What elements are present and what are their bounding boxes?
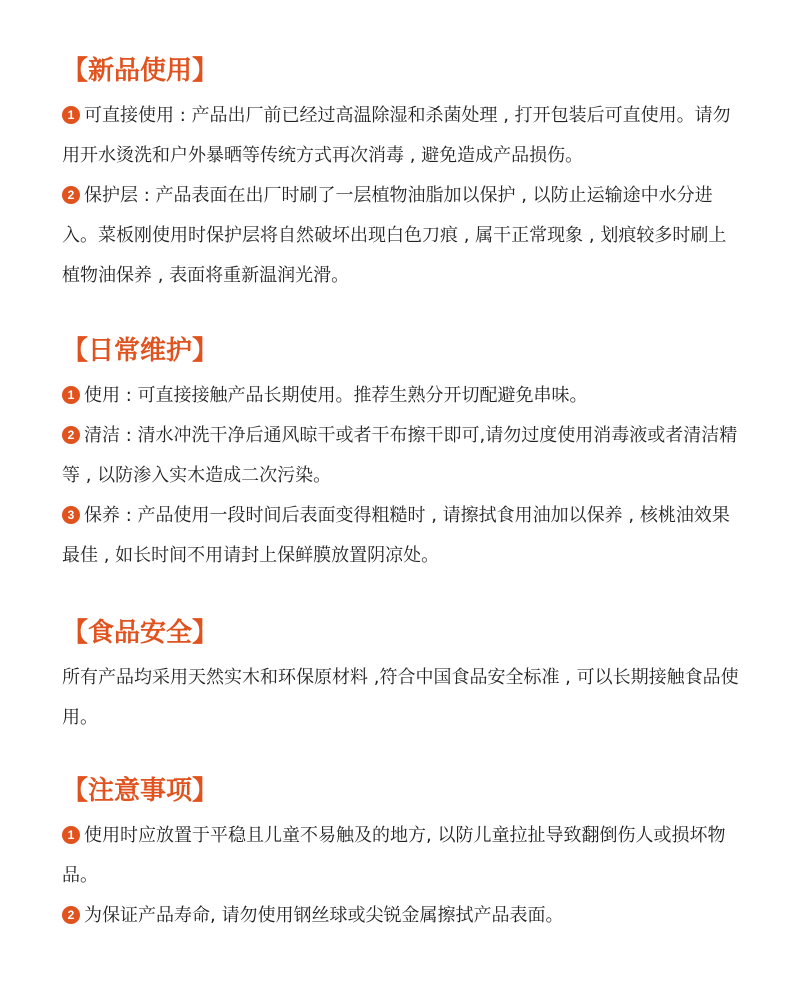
list-item [62,496,742,576]
list-item [62,96,742,176]
section-precautions [62,774,742,936]
section-new-product-use [62,54,742,296]
list-item [62,416,742,496]
list-item [62,896,742,936]
section-daily-maintenance [62,334,742,576]
section-heading: 【注意事项】 [62,776,219,806]
number-badge: 1 [62,106,80,124]
item-text: 保护层 : 产品表面在出厂时刷了一层植物油脂加以保护 , 以防止运输途中水分进入。菜板刚使用时保护层将自然破坏出现白色刀痕 , 属干正常现象 , 划痕较多时刷上植物油保养 , 表面将重新温润光滑。 [62,185,727,286]
list-item [62,816,742,896]
section-heading: 【日常维护】 [62,336,219,366]
item-text: 保养 : 产品使用一段时间后表面变得粗糙时 , 请擦拭食用油加以保养 , 核桃油效果最佳 , 如长时间不用请封上保鲜膜放置阴凉处。 [62,505,730,566]
number-badge: 2 [62,906,80,924]
item-text: 为保证产品寿命, 请勿使用钢丝球或尖锐金属擦拭产品表面。 [84,905,564,926]
item-text: 可直接使用 : 产品出厂前已经过高温除湿和杀菌处理 , 打开包装后可直使用。请勿用开水烫洗和户外暴晒等传统方式再次消毒 , 避免造成产品损伤。 [62,105,731,166]
list-item [62,376,742,416]
section-body: 所有产品均采用天然实木和环保原材料 ,符合中国食品安全标准 , 可以长期接触食品使用。 [62,667,739,728]
number-badge: 1 [62,826,80,844]
item-text: 使用时应放置于平稳且儿童不易触及的地方, 以防儿童拉扯导致翻倒伤人或损坏物品。 [62,825,726,886]
number-badge: 1 [62,386,80,404]
item-text: 清洁 : 清水冲洗干净后通风晾干或者干布擦干即可,请勿过度使用消毒液或者清洁精等 , 以防渗入实木造成二次污染。 [62,425,738,486]
section-heading: 【新品使用】 [62,56,219,86]
number-badge: 2 [62,186,80,204]
number-badge: 2 [62,426,80,444]
section-food-safety [62,616,742,738]
item-text: 使用 : 可直接接触产品长期使用。推荐生熟分开切配避免串味。 [84,385,588,406]
number-badge: 3 [62,506,80,524]
list-item [62,176,742,296]
section-heading: 【食品安全】 [62,618,219,648]
